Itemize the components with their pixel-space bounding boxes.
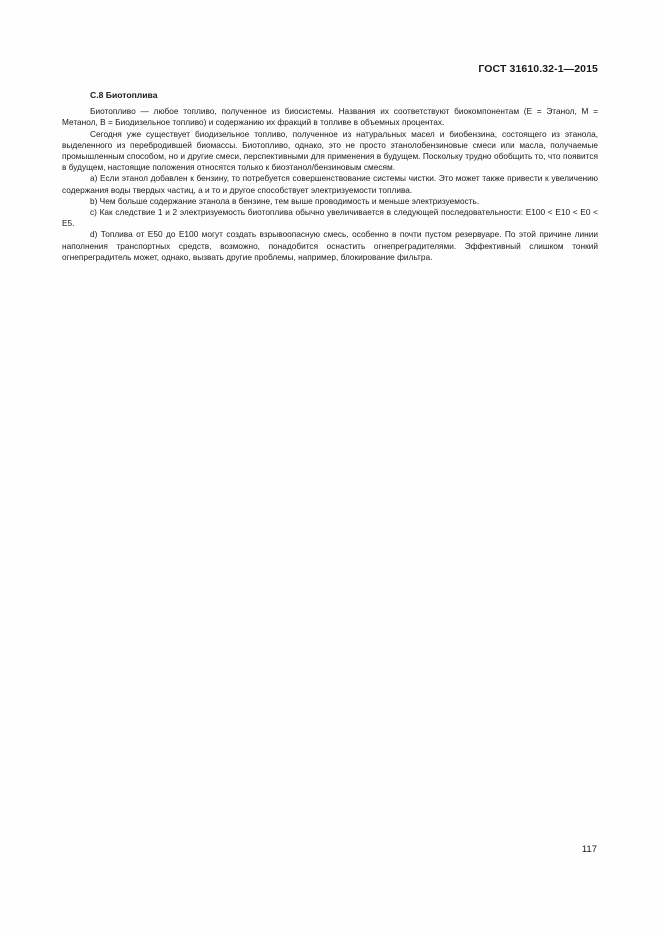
page-number: 117 xyxy=(581,844,597,855)
paragraph-definition: Биотопливо — любое топливо, полученное из биосистемы. Названия их соответствуют биокомпонентам (Е = Этанол, М = Метанол, В = Биодизельное топливо) и содержанию их фракций в топливе в объемных процентах. xyxy=(62,106,598,128)
paragraph-item-a: а) Если этанол добавлен к бензину, то потребуется совершенствование системы чистки. Это может также привести к увеличению содержания воды твердых частиц, а и то и другое способствует электризуемости топлива. xyxy=(62,173,598,195)
paragraph-current-state: Сегодня уже существует биодизельное топливо, полученное из натуральных масел и биобензина, состоящего из этанола, выделенного из перебродившей биомассы. Биотопливо, однако, это не просто этанолобензиновые смеси или масла, получаемые промышленным способом, но и другие смеси, перспективными для применения в будущем. Поскольку трудно обобщить то, что появится в будущем, настоящие положения относятся только к биоэтанол/бензиновым смесям. xyxy=(62,128,598,173)
paragraph-item-c: c) Как следствие 1 и 2 электризуемость биотоплива обычно увеличивается в следующей последовательности: Е100 < Е10 < Е0 < Е5. xyxy=(62,207,598,229)
paragraph-item-d: d) Топлива от Е50 до Е100 могут создать взрывоопасную смесь, особенно в почти пустом резервуаре. По этой причине линии наполнения транспортных средств, возможно, понадобится оснастить огнепреградителями. Эффективный слишком тонкий огнепреградитель может, однако, вызвать другие проблемы, например, блокирование фильтра. xyxy=(62,229,598,262)
document-code: ГОСТ 31610.32-1—2015 xyxy=(478,63,598,75)
paragraph-item-b: b) Чем больше содержание этанола в бензине, тем выше проводимость и меньше электризуемость. xyxy=(90,195,480,206)
section-title: С.8 Биотоплива xyxy=(90,90,158,100)
section-content xyxy=(62,90,598,263)
